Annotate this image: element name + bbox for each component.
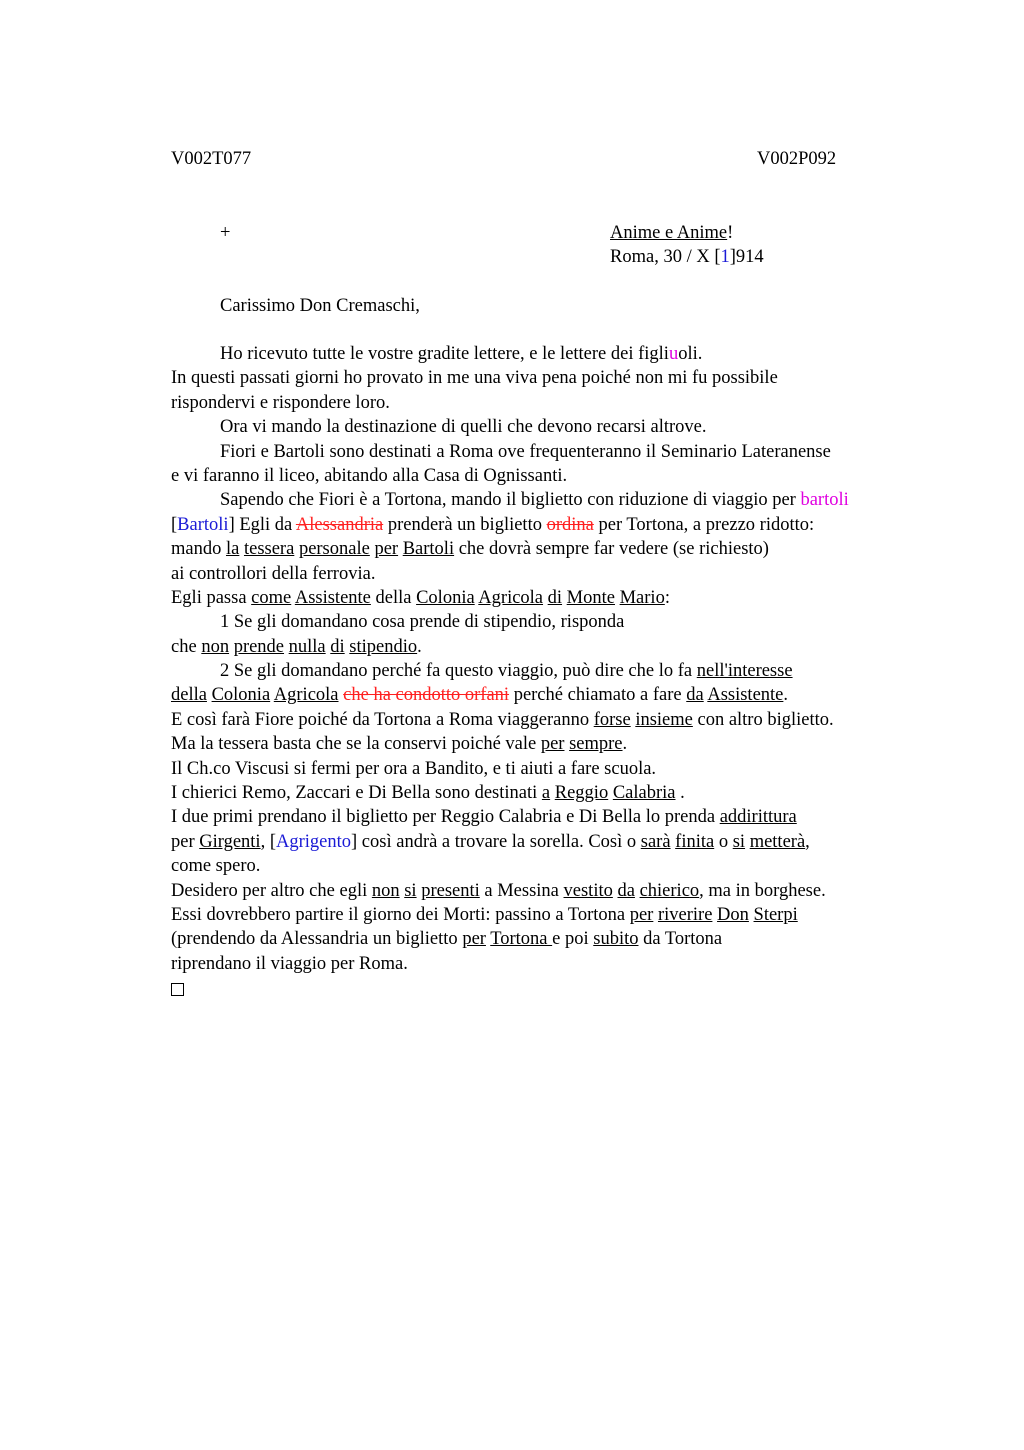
body-line: Ho ricevuto tutte le vostre gradite lettere, e le lettere dei figliuoli. [220,344,703,364]
body-line: Essi dovrebbero partire il giorno dei Morti: passino a Tortona per riverire Don Sterpi [171,904,798,925]
date-editor-digit: 1 [720,247,730,267]
letter-date [610,247,764,267]
body-line: In questi passati giorni ho provato in me una viva pena poiché non mi fu possibile [171,368,778,389]
body-line: Ma la tessera basta che se la conservi poiché vale per sempre. [171,734,628,755]
body-line: Il Ch.co Viscusi si fermi per ora a Bandito, e ti aiuti a fare scuola. [171,758,657,779]
letter-body [171,343,951,1002]
date-suffix: ]914 [729,247,764,267]
motto [610,223,733,243]
motto-end: ! [727,223,734,243]
body-line: e vi faranno il liceo, abitando alla Casa di Ognissanti. [171,465,568,486]
salutation: Carissimo Don Cremaschi, [220,296,420,316]
end-box-icon [171,983,184,996]
body-line: Ora vi mando la destinazione di quelli che devono recarsi altrove. [220,417,707,438]
body-line: Fiori e Bartoli sono destinati a Roma ove frequenteranno il Seminario Lateranense [220,441,831,462]
body-line: come spero. [171,856,261,877]
body-line: Sapendo che Fiori è a Tortona, mando il biglietto con riduzione di viaggio per bartoli [220,490,849,511]
body-line: riprendano il viaggio per Roma. [171,953,408,974]
body-line: della Colonia Agricola che ha condotto orfani perché chiamato a fare da Assistente. [171,685,789,706]
editor-note: Agrigento [276,831,352,852]
body-line: [Bartoli] Egli da Alessandria prenderà un biglietto ordina per Tortona, a prezzo ridotto: [171,514,815,535]
body-line: che non prende nulla di stipendio. [171,636,422,657]
body-line: I chierici Remo, Zaccari e Di Bella sono destinati a Reggio Calabria . [171,783,685,804]
date-prefix: Roma, 30 / X [ [610,247,721,267]
body-line: (prendendo da Alessandria un biglietto per Tortona e poi subito da Tortona [171,929,723,950]
header-left-code: V002T077 [171,149,252,169]
body-line: Egli passa come Assistente della Colonia Agricola di Monte Mario: [171,587,670,608]
deleted-phrase: che ha condotto orfani [343,685,510,706]
motto-text: Anime e Anime [610,223,728,243]
body-line: 2 Se gli domandano perché fa questo viaggio, può dire che lo fa nell'interesse [220,661,793,682]
inserted-word: bartoli [800,490,849,511]
body-line: Desidero per altro che egli non si presenti a Messina vestito da chierico, ma in borghese. [171,880,826,901]
body-line: E così farà Fiore poiché da Tortona a Roma viaggeranno forse insieme con altro biglietto. [171,709,834,730]
end-of-text [171,977,951,1001]
deleted-word: ordina [546,514,594,535]
editor-note: Bartoli [177,514,229,535]
cross-mark: + [220,223,231,243]
body-line: per Girgenti, [Agrigento] così andrà a trovare la sorella. Così o sarà finita o si metterà, [171,831,810,852]
body-line: I due primi prendano il biglietto per Reggio Calabria e Di Bella lo prenda addirittura [171,807,797,828]
body-line: 1 Se gli domandano cosa prende di stipendio, risponda [220,612,625,633]
header-right-code: V002P092 [757,149,837,169]
body-line: rispondervi e rispondere loro. [171,392,390,413]
inserted-letter: u [668,344,679,364]
body-line: mando la tessera personale per Bartoli che dovrà sempre far vedere (se richiesto) [171,539,769,560]
deleted-word: Alessandria [295,514,384,535]
body-line: ai controllori della ferrovia. [171,563,376,584]
